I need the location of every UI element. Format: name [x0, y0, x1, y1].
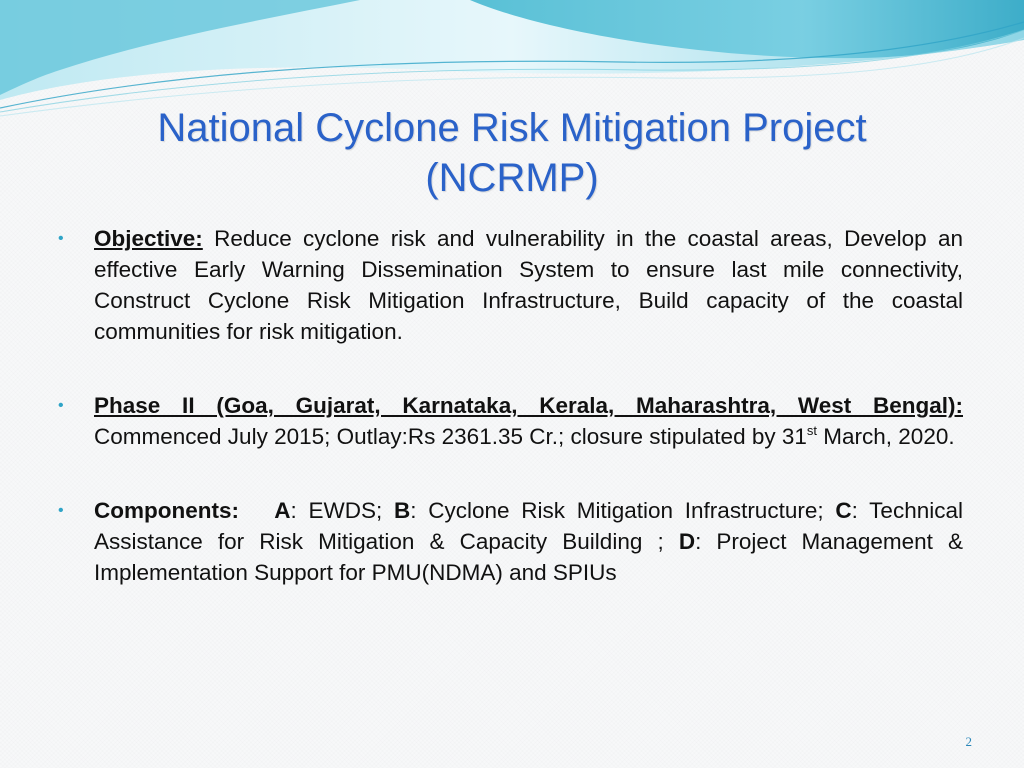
title-line-1: National Cyclone Risk Mitigation Project: [157, 106, 867, 150]
bullet-objective: [58, 223, 963, 347]
objective-label: Objective:: [94, 226, 203, 251]
component-c-key: C: [835, 498, 852, 523]
page-number: 2: [965, 734, 972, 749]
bullet-marker: •: [58, 230, 64, 247]
bullet-marker: •: [58, 397, 64, 414]
component-b-text: : Cyclone Risk Mitigation Infrastructure;: [410, 498, 836, 523]
bullet-marker: •: [58, 502, 64, 519]
bullet-components: [58, 495, 963, 588]
component-c-text: : Technical Assistance for Risk Mitigation & Capacity Building ;: [94, 498, 963, 554]
bullet-list: [58, 223, 963, 588]
component-d-key: D: [678, 529, 696, 554]
phase-2-text: Commenced July 2015; Outlay:Rs 2361.35 Cr.; closure stipulated by 31: [94, 424, 807, 449]
component-a-key: A: [274, 498, 291, 523]
header-wave-decoration: [0, 0, 1024, 120]
component-b-key: B: [393, 498, 411, 523]
objective-text: Reduce cyclone risk and vulnerability in the coastal areas, Develop an effective Early Warning Dissemination System to ensure last mile connectivity, Construct Cyclone Risk Mitigation Infrastructure, Build capacity of the coastal communities for risk mitigation.: [94, 226, 963, 344]
phase-2-ordinal-suffix: st: [806, 423, 818, 438]
phase-2-text-end: March, 2020.: [823, 424, 955, 449]
components-label: Components:: [94, 498, 239, 523]
bullet-phase-2: [58, 390, 963, 452]
slide-title: [40, 103, 984, 203]
title-line-2: (NCRMP): [425, 156, 599, 200]
phase-2-label: Phase II (Goa, Gujarat, Karnataka, Kerala, Maharashtra, West Bengal):: [94, 393, 963, 418]
component-d-text: : Project Management & Implementation Support for PMU(NDMA) and SPIUs: [94, 529, 963, 585]
component-a-text: : EWDS;: [290, 498, 394, 523]
